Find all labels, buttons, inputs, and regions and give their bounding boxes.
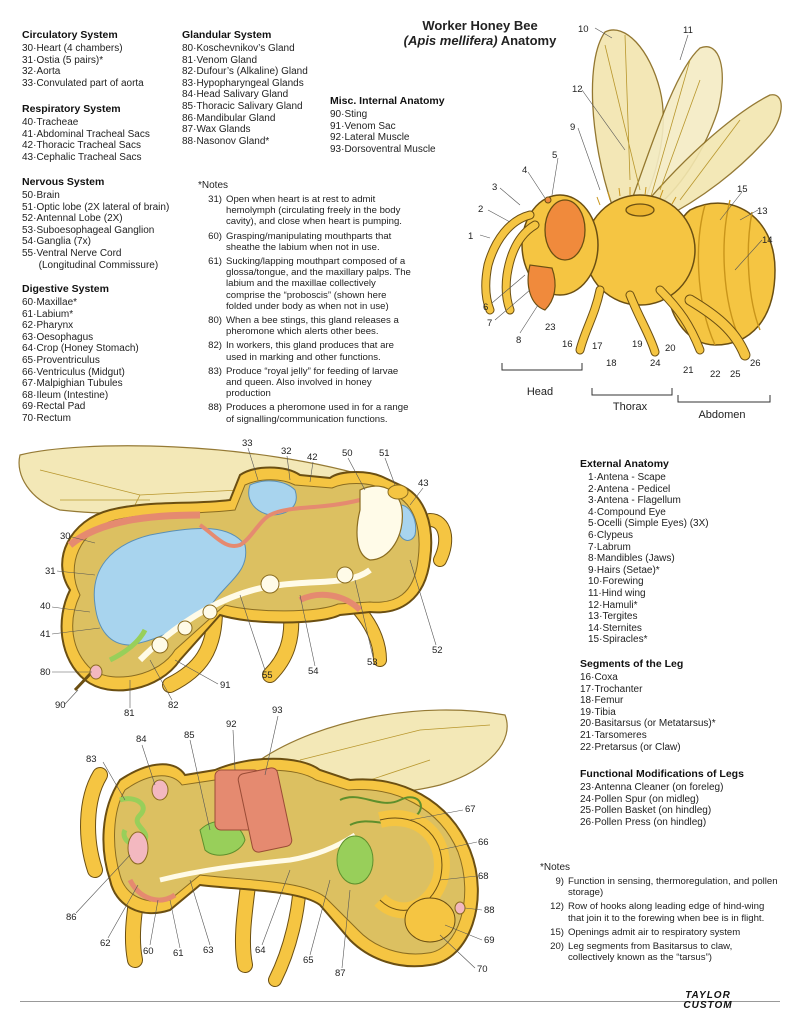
legend-item: 11·Hind wing (588, 587, 646, 599)
abdomen-bracket (678, 395, 770, 402)
callout-number: 33 (242, 438, 253, 449)
ocelli (545, 197, 551, 203)
legend-item: 55·Ventral Nerve Cord (22, 247, 122, 259)
note-text: Leg segments from Basitarsus to claw, collectively known as the “tarsus”) (568, 941, 733, 964)
legend-item: 9·Hairs (Setae)* (588, 564, 660, 576)
leg-segments-title: Segments of the Leg (580, 658, 684, 670)
callout-number: 85 (184, 730, 195, 741)
circulatory-legend (22, 29, 144, 89)
legend-item: 21·Tarsomeres (580, 729, 647, 741)
ganglion (261, 575, 279, 593)
callout-number: 68 (478, 871, 489, 882)
callout-number: 43 (418, 478, 429, 489)
legend-item: 93·Dorsoventral Muscle (330, 143, 436, 155)
optic-lobe (388, 485, 408, 499)
legend-item: 2·Antena - Pedicel (588, 483, 671, 495)
callout-number: 86 (66, 912, 77, 923)
leg-mods-title: Functional Modifications of Legs (580, 768, 744, 780)
legend-item: 12·Hamuli* (588, 599, 638, 611)
callout-number: 90 (55, 700, 66, 711)
circulatory-title: Circulatory System (22, 29, 118, 41)
note-text: When a bee stings, this gland releases a pheromone which alerts other bees. (226, 315, 399, 338)
respiratory-legend (22, 103, 150, 163)
legend-item: 18·Femur (580, 695, 624, 707)
legend-item: 32·Aorta (22, 66, 61, 78)
callout-number: 5 (552, 150, 558, 161)
crop (337, 836, 373, 884)
legend-item: 82·Dufour’s (Alkaline) Gland (182, 66, 308, 78)
callout-number: 63 (203, 945, 214, 956)
legend-item: 10·Forewing (588, 576, 644, 588)
note-number: 82) (208, 340, 222, 352)
callout-number: 70 (477, 964, 488, 975)
callout-number: 87 (335, 968, 346, 979)
note-item (198, 256, 413, 312)
note-item (540, 941, 780, 963)
callout-number: 40 (40, 601, 51, 612)
legend-item: 14·Sternites (588, 622, 642, 634)
legend-item: 86·Mandibular Gland (182, 112, 276, 124)
legend-item: 42·Thoracic Tracheal Sacs (22, 140, 141, 152)
callout-number: 84 (136, 734, 147, 745)
callout-number: 61 (173, 948, 184, 959)
external-anatomy-illustration (460, 20, 791, 440)
legend-item: 64·Crop (Honey Stomach) (22, 343, 139, 355)
callout-number: 19 (632, 339, 643, 350)
callout-number: 7 (487, 318, 493, 329)
callout-number: 62 (100, 938, 111, 949)
nasonov-gland (455, 902, 465, 914)
title-line-1: Worker Honey Bee (422, 18, 538, 33)
callout-number: 69 (484, 935, 495, 946)
legend-item: 4·Compound Eye (588, 506, 666, 518)
legend-item: 26·Pollen Press (on hindleg) (580, 816, 707, 828)
callout-number: 10 (578, 24, 589, 35)
misc-legend (330, 95, 445, 155)
legend-item: 31·Ostia (5 pairs)* (22, 54, 104, 66)
callout-number: 15 (737, 184, 748, 195)
callout-number: 25 (730, 369, 741, 380)
legend-item: 83·Hypopharyngeal Glands (182, 77, 304, 89)
wings (592, 30, 781, 220)
callout-number: 16 (562, 339, 573, 350)
legend-item: 91·Venom Sac (330, 120, 396, 132)
callout-number: 31 (45, 566, 56, 577)
note-item (198, 315, 413, 337)
ganglion (152, 637, 168, 653)
callout-number: 13 (757, 206, 768, 217)
legend-item: 41·Abdominal Tracheal Sacs (22, 128, 150, 140)
notes-right (540, 862, 780, 966)
callout-number: 6 (483, 302, 489, 313)
legend-item: 8·Mandibles (Jaws) (588, 553, 675, 565)
notes-left (198, 180, 413, 428)
digestive-legend (22, 283, 139, 425)
note-item (198, 231, 413, 253)
note-number: 31) (208, 194, 222, 205)
legend-item: 63·Oesophagus (22, 331, 94, 343)
note-text: Grasping/manipulating mouthparts that sheathe the labium when not in use. (226, 230, 392, 253)
callout-number: 93 (272, 705, 283, 716)
callout-number: 64 (255, 945, 266, 956)
callout-number: 3 (492, 182, 498, 193)
tegula (626, 204, 654, 216)
note-text: Produce “royal jelly” for feeding of larvae and queen. Also involved in honey production (226, 365, 399, 400)
glandular-title: Glandular System (182, 29, 272, 41)
callout-number: 18 (606, 358, 617, 369)
ganglion (203, 605, 217, 619)
note-item (198, 340, 413, 362)
note-text: Row of hooks along leading edge of hind-wing that join it to the forewing when bee is in flight. (568, 901, 765, 924)
note-item (198, 366, 413, 400)
notes-title: *Notes (540, 862, 571, 873)
legend-item: 87·Wax Glands (182, 124, 251, 136)
external-legend (580, 458, 709, 646)
legend-item: 80·Koschevnikov’s Gland (182, 43, 295, 54)
legend-item: 66·Ventriculus (Midgut) (22, 366, 125, 378)
note-number: 9) (555, 876, 564, 887)
title-anatomy-word: Anatomy (497, 33, 557, 48)
note-item (198, 194, 413, 228)
legend-item: 53·Suboesophageal Ganglion (22, 224, 155, 236)
callout-number: 30 (60, 531, 71, 542)
legend-item: 16·Coxa (580, 672, 618, 683)
footer-divider (20, 1001, 780, 1002)
callout-number: 1 (468, 231, 474, 242)
legend-item: 30·Heart (4 chambers) (22, 43, 123, 54)
note-item (198, 402, 413, 424)
note-number: 61) (208, 256, 222, 268)
legend-item: 65·Proventriculus (22, 354, 100, 366)
legend-item: 13·Tergites (588, 611, 638, 623)
species-name: (Apis mellifera) (403, 33, 498, 48)
leg-mods-legend (580, 768, 744, 828)
callout-number: 52 (432, 645, 443, 656)
legend-item: 88·Nasonov Gland* (182, 135, 270, 147)
callout-number: 91 (220, 680, 231, 691)
legend-item: 81·Venom Gland (182, 54, 258, 66)
legend-item: 43·Cephalic Tracheal Sacs (22, 151, 142, 163)
legend-item: 1·Antena - Scape (588, 472, 666, 483)
logo-line-1: TAYLOR (685, 990, 731, 1001)
legend-item: 19·Tibia (580, 706, 616, 718)
callout-number: 60 (143, 946, 154, 957)
callout-number: 55 (262, 670, 273, 681)
callout-number: 82 (168, 700, 179, 711)
legend-item: 90·Sting (330, 109, 368, 120)
legend-item: 15·Spiracles* (588, 634, 648, 646)
note-item (540, 901, 780, 923)
mandibular-gland (128, 832, 148, 864)
legend-item: 40·Tracheae (22, 117, 79, 128)
note-text: Openings admit air to respiratory system (568, 926, 741, 938)
legend-item: 52·Antennal Lobe (2X) (22, 213, 123, 225)
callout-number: 11 (683, 25, 693, 36)
legend-item: 62·Pharynx (22, 320, 74, 332)
external-title: External Anatomy (580, 458, 669, 470)
callout-number: 21 (683, 365, 694, 376)
callout-number: 54 (308, 666, 319, 677)
legend-item: 33·Convulated part of aorta (22, 77, 144, 89)
legend-item: 92·Lateral Muscle (330, 132, 410, 144)
internal-section-circulatory-respiratory-nervous (10, 435, 480, 725)
callout-number: 2 (478, 204, 484, 215)
internal-section-digestive-glandular (55, 700, 515, 1000)
callout-number: 23 (545, 322, 556, 333)
legend-item: 54·Ganglia (7x) (22, 236, 91, 248)
note-number: 83) (208, 365, 222, 377)
callout-number: 67 (465, 804, 476, 815)
compound-eye (545, 200, 585, 260)
callout-number: 12 (572, 84, 583, 95)
ganglion (337, 567, 353, 583)
legend-item: 6·Clypeus (588, 529, 634, 541)
ganglion (178, 621, 192, 635)
leg-segments-legend (580, 658, 716, 753)
note-number: 80) (208, 315, 222, 327)
note-number: 60) (208, 230, 222, 242)
legend-item: 51·Optic lobe (2X lateral of brain) (22, 201, 170, 213)
note-number: 12) (550, 901, 564, 913)
legend-item: 84·Head Salivary Gland (182, 89, 289, 101)
legend-item: 67·Malpighian Tubules (22, 378, 123, 390)
callout-number: 22 (710, 369, 721, 380)
callout-number: 20 (665, 343, 676, 354)
legend-item: 20·Basitarsus (or Metatarsus)* (580, 718, 716, 730)
callout-number: 8 (516, 335, 522, 346)
callout-number: 14 (762, 235, 773, 246)
thorax-bracket (592, 388, 672, 395)
callout-number: 81 (124, 708, 135, 719)
callout-number: 83 (86, 754, 97, 765)
callout-number: 92 (226, 719, 237, 730)
respiratory-title: Respiratory System (22, 103, 121, 115)
callout-number: 65 (303, 955, 314, 966)
callout-number: 53 (367, 657, 378, 668)
head-bracket (502, 363, 582, 370)
callout-number: 50 (342, 448, 353, 459)
callout-number: 41 (40, 629, 51, 640)
thorax-region-label: Thorax (612, 401, 648, 413)
note-item (540, 927, 780, 938)
note-item (540, 876, 780, 898)
notes-title: *Notes (198, 180, 229, 191)
legend-item: 70·Rectum (22, 412, 71, 424)
legend-item: 5·Ocelli (Simple Eyes) (3X) (588, 518, 709, 530)
callout-number: 9 (570, 122, 576, 133)
legend-item: 3·Antena - Flagellum (588, 495, 681, 507)
taylor-custom-logo (678, 991, 738, 1011)
glandular-legend (182, 29, 308, 147)
legend-item: 25·Pollen Basket (on hindleg) (580, 805, 712, 817)
legend-item: 50·Brain (22, 190, 60, 201)
rectum (405, 898, 455, 942)
note-text: Function in sensing, thermoregulation, and pollen storage) (568, 876, 778, 899)
logo-line-2: CUSTOM (683, 1000, 733, 1011)
legend-item: 24·Pollen Spur (on midleg) (580, 793, 699, 805)
legend-item: 23·Antenna Cleaner (on foreleg) (580, 782, 724, 793)
note-number: 88) (208, 402, 222, 414)
callout-number: 80 (40, 667, 51, 678)
legend-item: 22·Pretarsus (or Claw) (580, 741, 681, 753)
note-text: Open when heart is at rest to admit hemolymph (circulating freely in the body cavity), and close when heart is pumping. (226, 194, 402, 228)
callout-number: 32 (281, 446, 292, 457)
misc-title: Misc. Internal Anatomy (330, 95, 445, 107)
callout-number: 66 (478, 837, 489, 848)
callout-number: 4 (522, 165, 528, 176)
legend-item: 61·Labium* (22, 308, 74, 320)
legend-item: (Longitudinal Commissure) (22, 259, 159, 271)
callout-number: 42 (307, 452, 318, 463)
callout-number: 51 (379, 448, 390, 459)
clypeus-mandibles (528, 265, 555, 310)
note-number: 15) (550, 926, 564, 938)
callout-number: 26 (750, 358, 761, 369)
legend-item: 17·Trochanter (580, 683, 643, 695)
callout-number: 17 (592, 341, 603, 352)
note-number: 20) (550, 941, 564, 953)
legend-item: 69·Rectal Pad (22, 401, 86, 413)
head-region-label: Head (526, 386, 554, 398)
callout-number: 24 (650, 358, 661, 369)
note-text: In workers, this gland produces that are used in marking and other functions. (226, 340, 394, 363)
note-text: Sucking/lapping mouthpart composed of a glossa/tongue, and the maxillary palps. The labium and the maxillae collectively comprise the “proboscis” (shown here folded under body as when not in use) (226, 256, 411, 312)
nervous-legend (22, 176, 169, 271)
legend-item: 85·Thoracic Salivary Gland (182, 100, 303, 112)
digestive-title: Digestive System (22, 283, 109, 295)
abdomen-region-label: Abdomen (698, 409, 746, 421)
note-text: Produces a pheromone used in for a range of signalling/communication functions. (226, 402, 409, 425)
nervous-title: Nervous System (22, 176, 105, 188)
legend-item: 7·Labrum (588, 541, 631, 553)
callout-number: 88 (484, 905, 495, 916)
legend-item: 60·Maxillae* (22, 297, 78, 308)
legend-item: 68·Ileum (Intestine) (22, 389, 109, 401)
